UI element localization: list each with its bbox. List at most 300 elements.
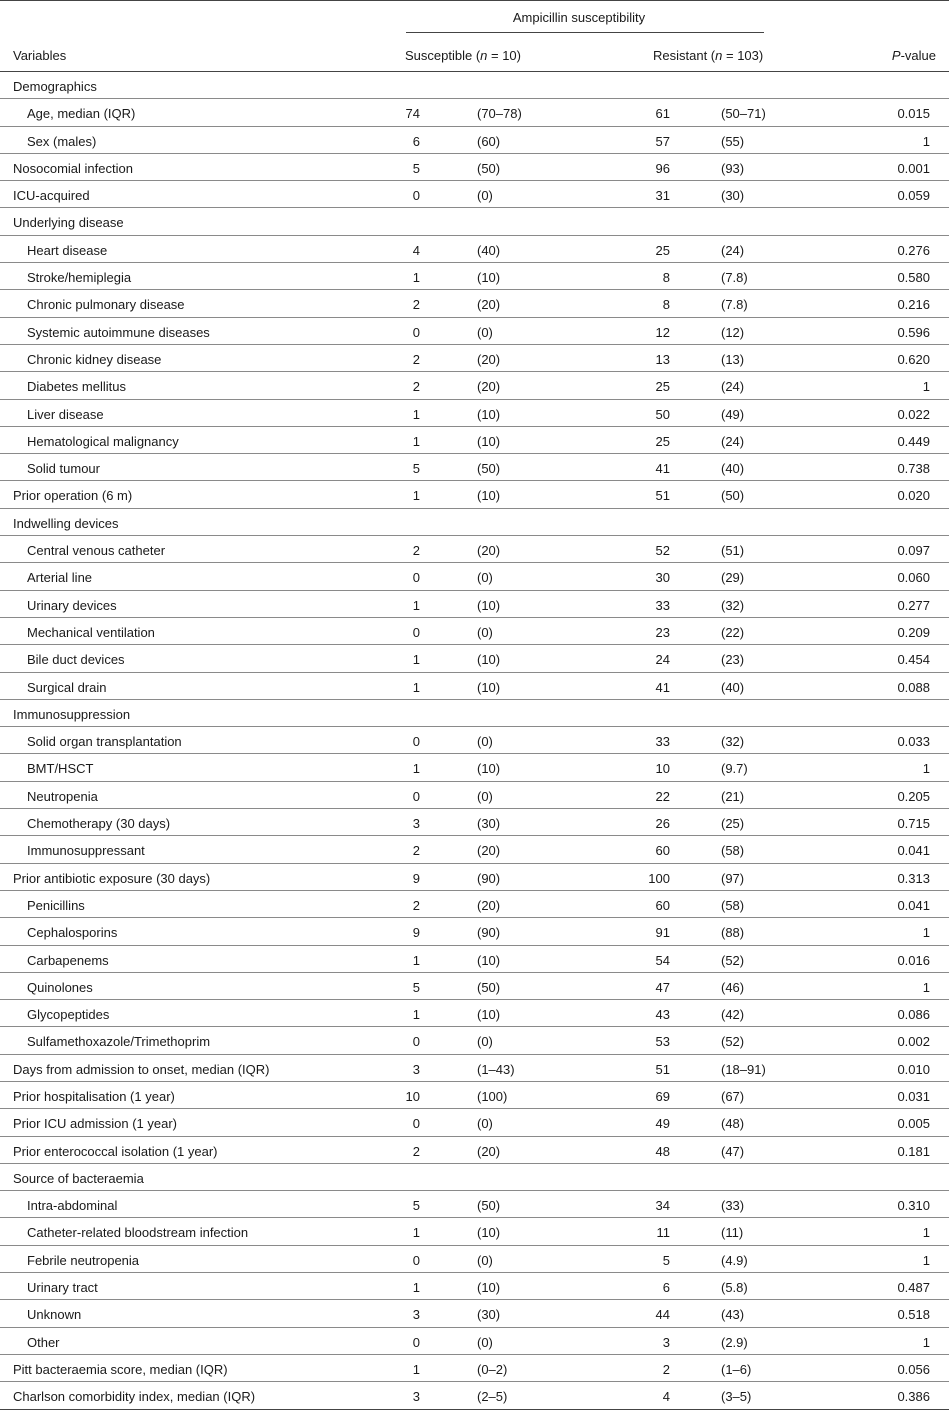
susceptible-count: 1 [412,1361,420,1377]
row-label: Other [27,1334,60,1350]
p-value: 0.454 [897,652,930,668]
resistant-percent: (5.8) [721,1280,748,1296]
susceptible-count: 2 [412,351,420,367]
resistant-count: 12 [655,324,670,340]
susceptible-percent: (30) [477,1307,501,1323]
resistant-n-value: = 103) [722,48,764,63]
susceptible-count: 1 [412,652,420,668]
table-row [0,1300,949,1327]
row-label: Hematological malignancy [27,433,179,449]
susceptible-percent: (10) [477,270,501,286]
susceptible-percent: (10) [477,433,501,449]
p-value: 0.015 [897,106,930,122]
resistant-count: 11 [656,1225,670,1241]
resistant-count: 34 [655,1198,670,1214]
row-label: Prior ICU admission (1 year) [13,1116,177,1132]
resistant-count: 49 [655,1116,670,1132]
susceptible-count: 1 [412,1225,420,1241]
table-row [0,318,949,345]
susceptible-count: 1 [412,488,420,504]
row-label: Neutropenia [27,788,98,804]
susceptible-count: 1 [412,597,420,613]
resistant-percent: (23) [721,652,745,668]
p-value: 0.001 [897,160,930,176]
row-label: Urinary tract [27,1280,98,1296]
susceptible-n-symbol: n [480,48,488,63]
row-label: Charlson comorbidity index, median (IQR) [13,1389,256,1405]
row-label: Cephalosporins [27,925,118,941]
resistant-count: 26 [655,816,670,832]
row-label: Mechanical ventilation [27,624,155,640]
susceptible-percent: (10) [477,1007,501,1023]
row-label: Immunosuppressant [27,843,145,859]
row-label: Chronic kidney disease [27,351,162,367]
susceptible-percent: (40) [477,242,501,258]
resistant-percent: (46) [721,979,745,995]
p-value: 0.487 [897,1280,930,1296]
susceptible-count: 3 [412,1307,420,1323]
susceptible-percent: (30) [477,816,501,832]
resistant-count: 100 [648,870,670,886]
susceptible-count: 0 [412,1252,420,1268]
row-label: Glycopeptides [27,1007,110,1023]
table-row [0,1246,949,1273]
column-header-variables: Variables [13,48,67,63]
resistant-count: 13 [655,351,670,367]
group-header-ampicillin-susceptibility: Ampicillin susceptibility [512,10,646,25]
resistant-percent: (24) [721,379,745,395]
resistant-count: 25 [655,242,670,258]
row-label: Quinolones [27,979,93,995]
resistant-percent: (50) [721,488,745,504]
susceptible-count: 1 [412,433,420,449]
resistant-count: 25 [655,379,670,395]
table-row [0,1328,949,1355]
resistant-count: 4 [662,1389,670,1405]
susceptible-count: 1 [412,679,420,695]
resistant-percent: (22) [721,624,745,640]
table-header [0,0,949,72]
p-value: 0.205 [897,788,930,804]
susceptible-count: 5 [412,461,420,477]
susceptible-percent: (20) [477,351,501,367]
row-label: Systemic autoimmune diseases [27,324,210,340]
p-value: 1 [922,1252,930,1268]
table-row [0,754,949,781]
susceptible-percent: (0) [477,1116,493,1132]
resistant-percent: (11) [721,1225,744,1241]
susceptible-count: 3 [412,1389,420,1405]
resistant-count: 60 [655,843,670,859]
resistant-percent: (25) [721,816,745,832]
susceptible-count: 0 [412,188,420,204]
susceptible-label: Susceptible ( [405,48,481,63]
susceptible-count: 3 [412,816,420,832]
table-row [0,1082,949,1109]
susceptible-count: 5 [412,979,420,995]
row-label: Nosocomial infection [13,160,133,176]
susceptible-count: 2 [412,379,420,395]
p-value: 0.715 [897,816,930,832]
table-row [0,236,949,263]
p-value: 0.449 [897,433,930,449]
susceptible-percent: (50) [477,461,501,477]
susceptible-percent: (20) [477,843,501,859]
row-label: Prior enterococcal isolation (1 year) [13,1143,218,1159]
row-label: Heart disease [27,242,108,258]
susceptible-percent: (100) [477,1088,508,1104]
table-row [0,1382,949,1409]
susceptible-percent: (10) [477,761,501,777]
resistant-count: 6 [662,1280,670,1296]
p-value: 0.276 [897,242,930,258]
p-value: 1 [922,133,930,149]
resistant-count: 53 [655,1034,670,1050]
table-row [0,1273,949,1300]
resistant-count: 2 [662,1361,670,1377]
susceptible-percent: (90) [477,870,501,886]
susceptible-count: 6 [412,133,420,149]
p-value: 0.580 [897,270,930,286]
p-value: 0.310 [897,1198,930,1214]
resistant-count: 47 [655,979,670,995]
row-label: Arterial line [27,570,93,586]
resistant-percent: (40) [721,679,745,695]
row-label: Catheter-related bloodstream infection [27,1225,249,1241]
table-row [0,208,949,235]
resistant-percent: (97) [721,870,745,886]
row-label: Unknown [27,1307,82,1323]
row-label: Days from admission to onset, median (IQR) [13,1061,270,1077]
resistant-percent: (33) [721,1198,745,1214]
susceptible-count: 74 [405,106,420,122]
row-label: Chemotherapy (30 days) [27,816,171,832]
row-label: Solid tumour [27,461,100,477]
susceptible-percent: (0) [477,1034,493,1050]
table-row [0,973,949,1000]
column-header-susceptible [405,48,521,63]
susceptible-count: 0 [412,624,420,640]
group-header-rule [406,32,764,33]
table-body [0,72,949,1410]
p-suffix: -value [900,48,936,63]
resistant-percent: (24) [721,433,745,449]
susceptible-percent: (10) [477,406,501,422]
resistant-percent: (40) [721,461,745,477]
susceptible-count: 4 [412,242,420,258]
table-row [0,591,949,618]
susceptible-count: 5 [412,1198,420,1214]
susceptible-count: 2 [412,297,420,313]
susceptible-percent: (10) [477,488,501,504]
column-header-p-value [892,48,936,63]
resistant-percent: (9.7) [721,761,748,777]
susceptible-percent: (10) [477,1280,501,1296]
resistant-count: 23 [655,624,670,640]
susceptible-count: 1 [412,952,420,968]
resistant-percent: (43) [721,1307,745,1323]
row-label: Age, median (IQR) [27,106,136,122]
p-value: 1 [922,925,930,941]
resistant-count: 25 [655,433,670,449]
resistant-count: 31 [655,188,670,204]
p-value: 1 [922,379,930,395]
table-row [0,72,949,99]
row-label: Bile duct devices [27,652,125,668]
susceptible-percent: (0) [477,624,493,640]
table-row [0,1164,949,1191]
susceptible-percent: (10) [477,1225,501,1241]
susceptible-percent: (20) [477,379,501,395]
susceptible-count: 1 [412,1007,420,1023]
row-label: Prior antibiotic exposure (30 days) [13,870,211,886]
table-row [0,864,949,891]
resistant-count: 43 [655,1007,670,1023]
p-value: 1 [922,1225,930,1241]
p-value: 0.209 [897,624,930,640]
p-value: 0.181 [897,1143,930,1159]
p-value: 1 [922,761,930,777]
susceptible-percent: (0) [477,734,493,750]
resistant-count: 3 [662,1334,670,1350]
table-row [0,1218,949,1245]
resistant-percent: (2.9) [721,1334,748,1350]
row-label: Intra-abdominal [27,1198,118,1214]
table-row [0,181,949,208]
table-row [0,1109,949,1136]
susceptible-count: 0 [412,1334,420,1350]
resistant-count: 96 [655,160,670,176]
row-label: Sex (males) [27,133,97,149]
p-value: 0.313 [897,870,930,886]
susceptible-percent: (0) [477,1334,493,1350]
resistant-count: 91 [655,925,670,941]
column-header-resistant [653,48,763,63]
susceptible-count: 1 [412,1280,420,1296]
susceptible-count: 0 [412,1034,420,1050]
p-value: 0.020 [897,488,930,504]
resistant-count: 44 [655,1307,670,1323]
table-row [0,263,949,290]
resistant-count: 5 [662,1252,670,1268]
resistant-count: 50 [655,406,670,422]
row-label: Carbapenems [27,952,109,968]
table-row [0,509,949,536]
table-row [0,536,949,563]
resistant-percent: (58) [721,843,745,859]
resistant-percent: (30) [721,188,745,204]
resistant-percent: (52) [721,952,745,968]
resistant-percent: (51) [721,543,745,559]
row-label: Urinary devices [27,597,117,613]
resistant-count: 69 [655,1088,670,1104]
susceptible-percent: (20) [477,543,501,559]
p-value: 0.031 [897,1088,930,1104]
p-value: 0.620 [897,351,930,367]
table-row [0,1000,949,1027]
table-row [0,645,949,672]
susceptible-percent: (20) [477,897,501,913]
row-label: Sulfamethoxazole/Trimethoprim [27,1034,211,1050]
susceptible-percent: (1–43) [477,1061,515,1077]
row-label: Indwelling devices [13,515,119,531]
row-label: Diabetes mellitus [27,379,126,395]
resistant-percent: (58) [721,897,745,913]
p-value: 0.596 [897,324,930,340]
resistant-count: 41 [655,679,670,695]
susceptible-count: 0 [412,1116,420,1132]
p-value: 0.005 [897,1116,930,1132]
resistant-percent: (4.9) [721,1252,748,1268]
susceptible-percent: (2–5) [477,1389,508,1405]
resistant-percent: (42) [721,1007,745,1023]
susceptible-percent: (20) [477,297,501,313]
row-label: Immunosuppression [13,706,131,722]
resistant-label: Resistant ( [653,48,716,63]
row-label: Surgical drain [27,679,107,695]
susceptible-percent: (60) [477,133,501,149]
susceptible-percent: (0–2) [477,1361,508,1377]
resistant-percent: (32) [721,597,745,613]
resistant-percent: (93) [721,160,745,176]
resistant-percent: (52) [721,1034,745,1050]
table-row [0,809,949,836]
resistant-count: 60 [655,897,670,913]
susceptible-n-value: = 10) [487,48,521,63]
resistant-percent: (55) [721,133,745,149]
susceptible-percent: (50) [477,1198,501,1214]
susceptible-percent: (90) [477,925,501,941]
row-label: Chronic pulmonary disease [27,297,185,313]
susceptible-count: 2 [412,843,420,859]
resistant-percent: (1–6) [721,1361,752,1377]
table-row [0,918,949,945]
susceptible-percent: (0) [477,324,493,340]
susceptible-count: 0 [412,570,420,586]
p-value: 0.041 [897,897,930,913]
resistant-percent: (21) [721,788,745,804]
row-label: Penicillins [27,897,85,913]
table-row [0,563,949,590]
susceptible-percent: (70–78) [477,106,522,122]
susceptible-count: 5 [412,160,420,176]
row-label: Solid organ transplantation [27,734,182,750]
table-row [0,290,949,317]
table-row [0,345,949,372]
p-value: 0.097 [897,543,930,559]
p-value: 0.016 [897,952,930,968]
resistant-count: 24 [655,652,670,668]
p-value: 0.086 [897,1007,930,1023]
susceptible-count: 10 [405,1088,420,1104]
susceptible-percent: (50) [477,979,501,995]
row-label: Source of bacteraemia [13,1170,144,1186]
susceptible-percent: (0) [477,1252,493,1268]
resistant-count: 8 [662,270,670,286]
p-value: 0.216 [897,297,930,313]
p-symbol: P [891,48,901,63]
resistant-percent: (7.8) [721,270,748,286]
p-value: 0.033 [897,734,930,750]
table-row [0,427,949,454]
resistant-count: 30 [655,570,670,586]
resistant-n-symbol: n [715,48,723,63]
p-value: 0.041 [897,843,930,859]
table-row [0,700,949,727]
resistant-percent: (18–91) [721,1061,766,1077]
resistant-percent: (32) [721,734,745,750]
susceptible-percent: (10) [477,952,501,968]
susceptible-count: 2 [412,1143,420,1159]
table-row [0,454,949,481]
row-label: ICU-acquired [13,188,90,204]
table-row [0,481,949,508]
resistant-count: 10 [655,761,670,777]
susceptible-percent: (0) [477,788,493,804]
resistant-count: 41 [655,461,670,477]
row-label: Febrile neutropenia [27,1252,140,1268]
resistant-percent: (13) [721,351,745,367]
resistant-percent: (24) [721,242,745,258]
table-row [0,618,949,645]
resistant-count: 61 [655,106,670,122]
p-value: 1 [922,979,930,995]
p-value: 1 [922,1334,930,1350]
row-label: Stroke/hemiplegia [27,270,132,286]
susceptible-count: 1 [412,406,420,422]
resistant-count: 33 [655,597,670,613]
resistant-count: 33 [655,734,670,750]
row-label: Liver disease [27,406,104,422]
susceptible-count: 9 [412,925,420,941]
table-row [0,1137,949,1164]
resistant-count: 51 [655,488,670,504]
resistant-count: 51 [655,1061,670,1077]
p-value: 0.518 [897,1307,930,1323]
table-row [0,836,949,863]
resistant-percent: (12) [721,324,745,340]
row-label: BMT/HSCT [27,761,94,777]
p-value: 0.022 [897,406,930,422]
p-value: 0.002 [897,1034,930,1050]
table-row [0,1355,949,1382]
susceptible-count: 1 [412,761,420,777]
resistant-count: 22 [655,788,670,804]
row-label: Underlying disease [13,215,124,231]
table-row [0,1055,949,1082]
resistant-percent: (47) [721,1143,745,1159]
resistant-count: 57 [655,133,670,149]
susceptible-count: 0 [412,788,420,804]
susceptible-percent: (20) [477,1143,501,1159]
row-label: Central venous catheter [27,543,166,559]
p-value: 0.088 [897,679,930,695]
table-row [0,400,949,427]
susceptible-count: 2 [412,897,420,913]
susceptible-percent: (50) [477,160,501,176]
resistant-percent: (29) [721,570,745,586]
susceptible-percent: (10) [477,679,501,695]
table-row [0,946,949,973]
table-row [0,891,949,918]
resistant-count: 8 [662,297,670,313]
table-row [0,782,949,809]
row-label: Prior hospitalisation (1 year) [13,1088,175,1104]
p-value: 0.277 [897,597,930,613]
resistant-percent: (50–71) [721,106,766,122]
resistant-percent: (88) [721,925,745,941]
row-label: Prior operation (6 m) [13,488,133,504]
